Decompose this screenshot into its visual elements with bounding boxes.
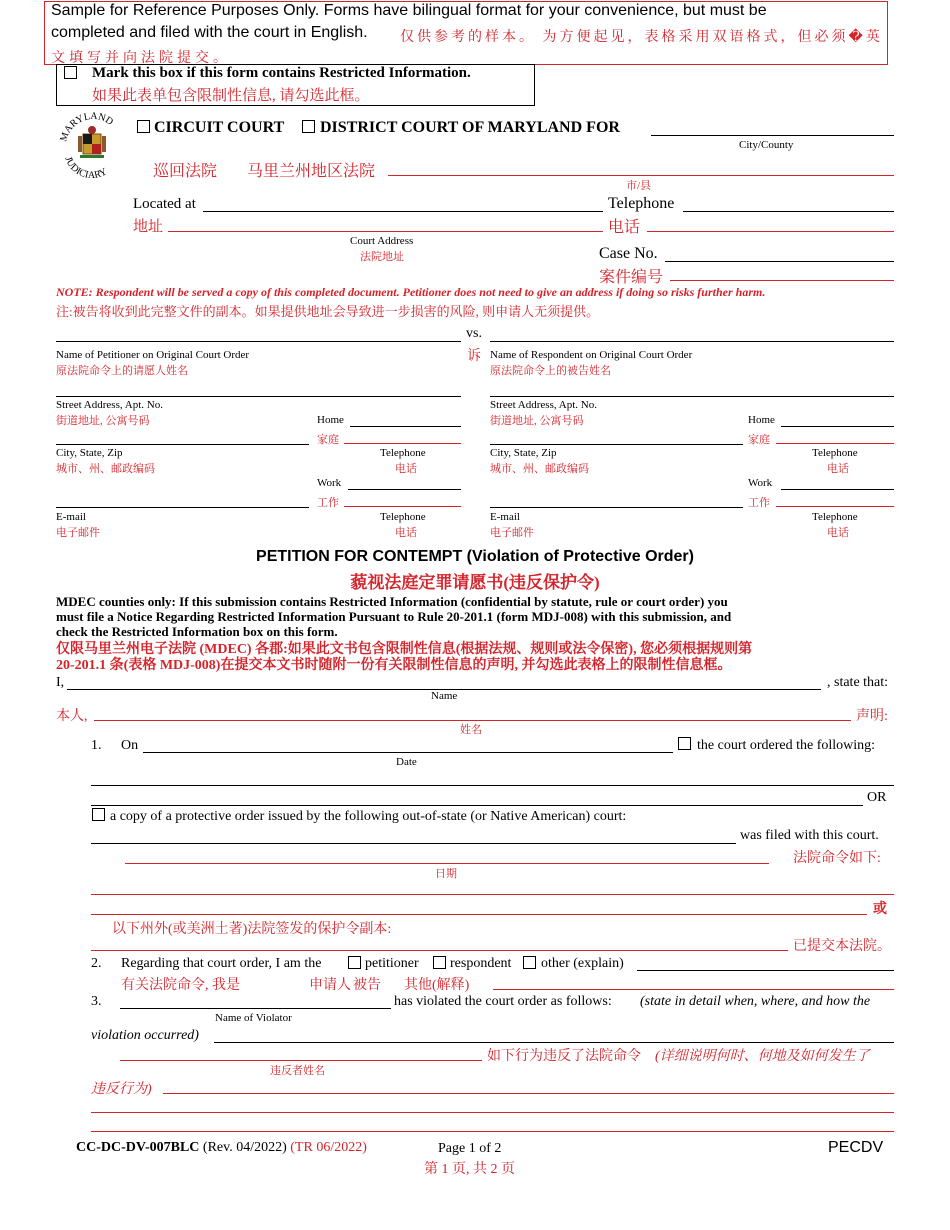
out-of-state-court-field-cn xyxy=(91,950,788,951)
respondent-telephone-caption-cn: 电话 xyxy=(827,463,849,475)
petitioner-email-caption-cn: 电子邮件 xyxy=(56,527,100,539)
petitioner-email-telephone-caption: Telephone xyxy=(380,511,426,523)
circuit-court-label: CIRCUIT COURT xyxy=(154,119,285,136)
court-order-line1[interactable] xyxy=(91,785,894,786)
statement-i-label: I, xyxy=(56,675,65,690)
court-address-field-cn xyxy=(168,231,603,232)
vs-label-cn: 诉 xyxy=(467,349,481,364)
respondent-city-caption: City, State, Zip xyxy=(490,447,557,459)
respondent-email-telephone-caption-cn: 电话 xyxy=(827,527,849,539)
respondent-work-label: Work xyxy=(748,477,773,489)
located-at-label-cn: 地址 xyxy=(133,219,164,235)
banner-line2-cn: 仅供参考的样本。 为方便起见，表格采用双语格式，但必须�英 xyxy=(400,30,883,45)
violator-name-field[interactable] xyxy=(120,1008,391,1009)
respondent-street-field[interactable] xyxy=(490,396,894,397)
other-option-label: other (explain) xyxy=(541,956,624,971)
item3-number: 3. xyxy=(91,994,102,1009)
violation-detail-line1[interactable] xyxy=(214,1042,894,1043)
telephone-label: Telephone xyxy=(608,195,675,212)
violation-occurred-label: violation occurred) xyxy=(91,1028,199,1043)
maryland-judiciary-seal xyxy=(58,110,126,182)
court-order-line2[interactable] xyxy=(91,805,863,806)
court-address-caption: Court Address xyxy=(350,235,414,247)
respondent-home-label: Home xyxy=(748,414,775,426)
was-filed-label: was filed with this court. xyxy=(740,828,879,843)
item1-on-label: On xyxy=(121,738,139,753)
note-text: NOTE: Respondent will be served a copy of this completed document. Petitioner does not need to give an address if doing so risks further harm. xyxy=(56,285,766,299)
petitioner-checkbox[interactable] xyxy=(348,956,361,969)
petitioner-city-field[interactable] xyxy=(56,444,309,445)
petitioner-home-phone-field-cn xyxy=(344,443,461,444)
mdec-notice-line1: MDEC counties only: If this submission contains Restricted Information (confidential by statute, rule or court order) you xyxy=(56,594,728,609)
violation-detail-line2-cn xyxy=(91,1112,894,1113)
form-title: PETITION FOR CONTEMPT (Violation of Protective Order) xyxy=(256,548,694,565)
circuit-court-label-cn: 巡回法院 xyxy=(153,163,218,180)
statement-i-label-cn: 本人, xyxy=(56,709,88,724)
city-county-caption: City/County xyxy=(739,139,794,151)
case-no-label-cn: 案件编号 xyxy=(599,269,664,286)
respondent-email-telephone-caption: Telephone xyxy=(812,511,858,523)
court-order-line1-cn xyxy=(91,894,894,895)
respondent-home-phone-field-cn xyxy=(776,443,894,444)
located-at-label: Located at xyxy=(133,196,196,212)
violation-occurred-label-cn: 违反行为) xyxy=(91,1082,152,1097)
petitioner-home-label: Home xyxy=(317,414,344,426)
violation-detail-line3-cn xyxy=(91,1131,894,1132)
respondent-email-caption: E-mail xyxy=(490,511,520,523)
petitioner-telephone-caption-cn: 电话 xyxy=(395,463,417,475)
respondent-city-field[interactable] xyxy=(490,444,743,445)
respondent-work-phone-field-cn xyxy=(776,506,894,507)
item2-number: 2. xyxy=(91,956,102,971)
city-county-caption-cn: 市/县 xyxy=(626,180,652,192)
city-county-field[interactable] xyxy=(651,135,894,136)
court-address-field[interactable] xyxy=(203,211,603,212)
city-county-field-cn xyxy=(388,175,894,176)
respondent-street-caption: Street Address, Apt. No. xyxy=(490,399,597,411)
out-of-state-order-label: a copy of a protective order issued by the following out-of-state (or Native American) court: xyxy=(110,809,627,824)
page-number: Page 1 of 2 xyxy=(438,1141,502,1156)
respondent-option-label: respondent xyxy=(450,956,512,971)
respondent-name-field[interactable] xyxy=(490,341,894,342)
banner-line2: completed and filed with the court in English. xyxy=(51,24,368,41)
state-that-label-cn: 声明: xyxy=(856,709,888,724)
petitioner-work-label: Work xyxy=(317,477,342,489)
court-telephone-field-cn xyxy=(647,231,894,232)
respondent-email-caption-cn: 电子邮件 xyxy=(490,527,534,539)
form-footer-id xyxy=(76,1140,367,1156)
petitioner-name-field[interactable] xyxy=(56,341,461,342)
respondent-street-caption-cn: 街道地址, 公寓号码 xyxy=(490,415,584,427)
restricted-info-label: Mark this box if this form contains Restricted Information. xyxy=(92,65,471,81)
petitioner-city-caption: City, State, Zip xyxy=(56,447,123,459)
respondent-telephone-caption: Telephone xyxy=(812,447,858,459)
petitioner-home-phone-field[interactable] xyxy=(350,426,461,427)
was-filed-label-cn: 已提交本法院。 xyxy=(793,939,891,954)
state-detail-label: (state in detail when, where, and how the xyxy=(640,994,871,1009)
name-violator-caption-cn: 违反者姓名 xyxy=(270,1065,325,1077)
telephone-label-cn: 电话 xyxy=(608,219,641,236)
banner-line3-cn: 文填写并向法院提交。 xyxy=(51,51,231,66)
respondent-name-caption-cn: 原法院命令上的被告姓名 xyxy=(490,365,611,377)
order-date-field-cn xyxy=(125,863,769,864)
district-court-checkbox[interactable] xyxy=(302,120,315,133)
respondent-option-label-cn: 被告 xyxy=(353,978,381,993)
petitioner-work-phone-field[interactable] xyxy=(348,489,461,490)
out-of-state-order-checkbox[interactable] xyxy=(92,808,105,821)
respondent-city-caption-cn: 城市、州、邮政编码 xyxy=(490,463,589,475)
mdec-notice-line2: must file a Notice Regarding Restricted Information Pursuant to Rule 20-201.1 (form MDJ-008) with this submission, and xyxy=(56,609,732,624)
other-checkbox[interactable] xyxy=(523,956,536,969)
court-ordered-checkbox[interactable] xyxy=(678,737,691,750)
violator-name-field-cn xyxy=(120,1060,482,1061)
has-violated-label: has violated the court order as follows: xyxy=(394,994,612,1009)
mdec-notice-cn2: 20-201.1 条(表格 MDJ-008)在提交本文书时随附一份有关限制性信息的声明, 并勾选此表格上的限制性信息框。 xyxy=(56,658,732,673)
case-no-label: Case No. xyxy=(599,245,658,262)
out-of-state-order-label-cn: 以下州外(或美洲土著)法院签发的保护令副本: xyxy=(112,922,392,937)
date-caption-cn: 日期 xyxy=(435,868,457,880)
page-number-cn: 第 1 页, 共 2 页 xyxy=(424,1162,515,1177)
other-explain-field-cn xyxy=(493,989,894,990)
petitioner-work-phone-field-cn xyxy=(344,506,461,507)
order-date-field[interactable] xyxy=(143,752,673,753)
detail-label-cn: (详细说明何时、何地及如何发生了 xyxy=(655,1049,870,1064)
respondent-home-label-cn: 家庭 xyxy=(748,434,770,446)
form-revision: (Rev. 04/2022) xyxy=(202,1140,287,1155)
state-that-label: , state that: xyxy=(827,675,889,690)
respondent-email-field[interactable] xyxy=(490,507,743,508)
other-option-label-cn: 其他(解释) xyxy=(404,978,470,993)
name-violator-caption: Name of Violator xyxy=(215,1012,292,1024)
case-no-field[interactable] xyxy=(665,261,894,262)
petitioner-option-label-cn: 申请人 xyxy=(309,978,351,993)
seal-top-text: MARYLAND xyxy=(58,110,116,143)
respondent-home-phone-field[interactable] xyxy=(781,426,894,427)
respondent-checkbox[interactable] xyxy=(433,956,446,969)
has-violated-label-cn: 如下行为违反了法院命令 xyxy=(487,1049,641,1064)
petitioner-email-telephone-caption-cn: 电话 xyxy=(395,527,417,539)
date-caption: Date xyxy=(396,756,417,768)
item1-number: 1. xyxy=(91,738,102,753)
regarding-label-cn: 有关法院命令, 我是 xyxy=(121,978,240,993)
form-translation-revision: (TR 06/2022) xyxy=(290,1140,367,1155)
or-label: OR xyxy=(867,790,887,805)
note-text-cn: 注:被告将收到此完整文件的副本。如果提供地址会导致进一步损害的风险, 则申请人无须提供。 xyxy=(56,304,600,319)
out-of-state-court-field[interactable] xyxy=(91,843,736,844)
respondent-name-caption: Name of Respondent on Original Court Order xyxy=(490,349,693,361)
form-id: CC-DC-DV-007BLC xyxy=(76,1140,200,1155)
petitioner-email-field[interactable] xyxy=(56,507,309,508)
restricted-info-checkbox[interactable] xyxy=(64,66,77,79)
restricted-info-label-cn: 如果此表单包含限制性信息, 请勾选此框。 xyxy=(92,88,370,104)
petitioner-name-caption-cn: 原法院命令上的请愿人姓名 xyxy=(56,365,188,377)
court-order-line2-cn xyxy=(91,914,867,915)
vs-label: vs. xyxy=(466,326,482,341)
district-court-label-cn: 马里兰州地区法院 xyxy=(247,163,376,180)
court-telephone-field[interactable] xyxy=(683,211,894,212)
district-court-label: DISTRICT COURT OF MARYLAND FOR xyxy=(320,119,620,136)
petitioner-telephone-caption: Telephone xyxy=(380,447,426,459)
regarding-label: Regarding that court order, I am the xyxy=(121,956,322,971)
court-ordered-label-cn: 法院命令如下: xyxy=(793,851,881,866)
petitioner-street-caption-cn: 街道地址, 公寓号码 xyxy=(56,415,150,427)
petitioner-street-field[interactable] xyxy=(56,396,461,397)
form-code: PECDV xyxy=(828,1139,884,1156)
circuit-court-checkbox[interactable] xyxy=(137,120,150,133)
petitioner-work-label-cn: 工作 xyxy=(317,497,339,509)
mdec-notice-cn1: 仅限马里兰州电子法院 (MDEC) 各郡:如果此文书包含限制性信息(根据法规、规则或法令保密), 您必须根据规则第 xyxy=(56,642,753,657)
petitioner-city-caption-cn: 城市、州、邮政编码 xyxy=(56,463,155,475)
case-no-field-cn xyxy=(670,280,894,281)
violation-detail-line1-cn xyxy=(163,1093,894,1094)
banner-line1: Sample for Reference Purposes Only. Forms have bilingual format for your convenience, but must be xyxy=(51,2,767,19)
form-title-cn: 藐视法庭定罪请愿书(违反保护令) xyxy=(350,573,600,592)
seal-icon xyxy=(58,110,126,182)
court-ordered-label: the court ordered the following: xyxy=(697,738,876,753)
or-label-cn: 或 xyxy=(873,902,887,917)
petitioner-home-label-cn: 家庭 xyxy=(317,434,339,446)
name-caption-cn: 姓名 xyxy=(460,724,482,736)
petitioner-name-caption: Name of Petitioner on Original Court Order xyxy=(56,349,250,361)
court-address-caption-cn: 法院地址 xyxy=(360,251,404,263)
other-explain-field[interactable] xyxy=(637,970,894,971)
respondent-work-label-cn: 工作 xyxy=(748,497,770,509)
petitioner-option-label: petitioner xyxy=(365,956,419,971)
name-caption: Name xyxy=(431,690,458,702)
svg-text:JUDICIARY xyxy=(62,155,109,181)
seal-bottom-text: JUDICIARY xyxy=(62,155,109,182)
petitioner-email-caption: E-mail xyxy=(56,511,86,523)
respondent-work-phone-field[interactable] xyxy=(781,489,894,490)
petitioner-street-caption: Street Address, Apt. No. xyxy=(56,399,163,411)
mdec-notice-line3: check the Restricted Information box on this form. xyxy=(56,624,338,639)
